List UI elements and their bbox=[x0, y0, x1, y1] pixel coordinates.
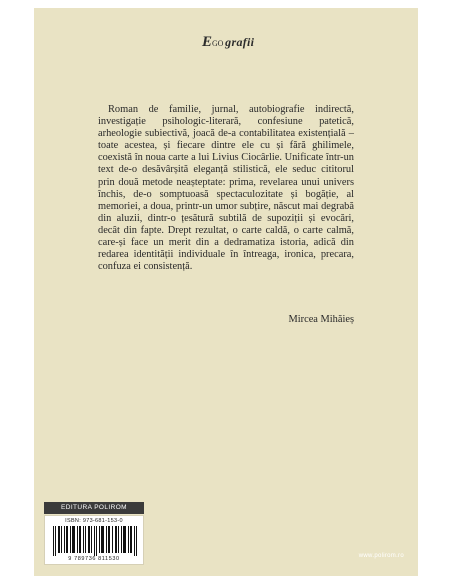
barcode-number: 9 789736 811530 bbox=[68, 556, 120, 562]
publisher-label: EDITURA POLIROM bbox=[44, 502, 144, 514]
blurb-author: Mircea Mihăieș bbox=[288, 314, 354, 325]
logo-initial: E bbox=[202, 34, 213, 50]
publisher-website: www.polirom.ro bbox=[358, 553, 404, 559]
back-cover bbox=[34, 8, 418, 576]
barcode-icon bbox=[51, 526, 139, 556]
logo-rest: grafii bbox=[225, 35, 255, 49]
ego-grafii-logo bbox=[202, 34, 254, 51]
logo-small: GO bbox=[212, 39, 224, 48]
barcode-box bbox=[44, 515, 144, 565]
isbn-text: ISBN: 973-681-153-0 bbox=[65, 518, 123, 524]
blurb-text: Roman de familie, jurnal, autobiografie indirectă, investigație psihologic-literară, confesiune patetică, arheologie subiectivă, joacă de-a contabilitatea existențială – toate acestea, și fiecare dintre ele cu și fără ghilimele, coexistă în noua carte a lui Livius Ciocârlie. Unificate într-un text de-o desăvârșită eleganță stilistică, ele seduc cititorul prin două metode neașteptate: prima, revelarea unui univers închis, de-o somptuoasă spectaculozitate și bogăție, al memoriei, a doua, printr-un umor subțire, născut mai degrabă din aluzii, dintr-o țesătură subtilă de supoziții și evocări, decât din fapte. Drept rezultat, o carte caldă, o carte calmă, care-și face un merit din a dedramatiza istoria, adică din redarea identității individuale în întreaga, ironica, precara, confuza ei consistență. bbox=[98, 104, 354, 273]
